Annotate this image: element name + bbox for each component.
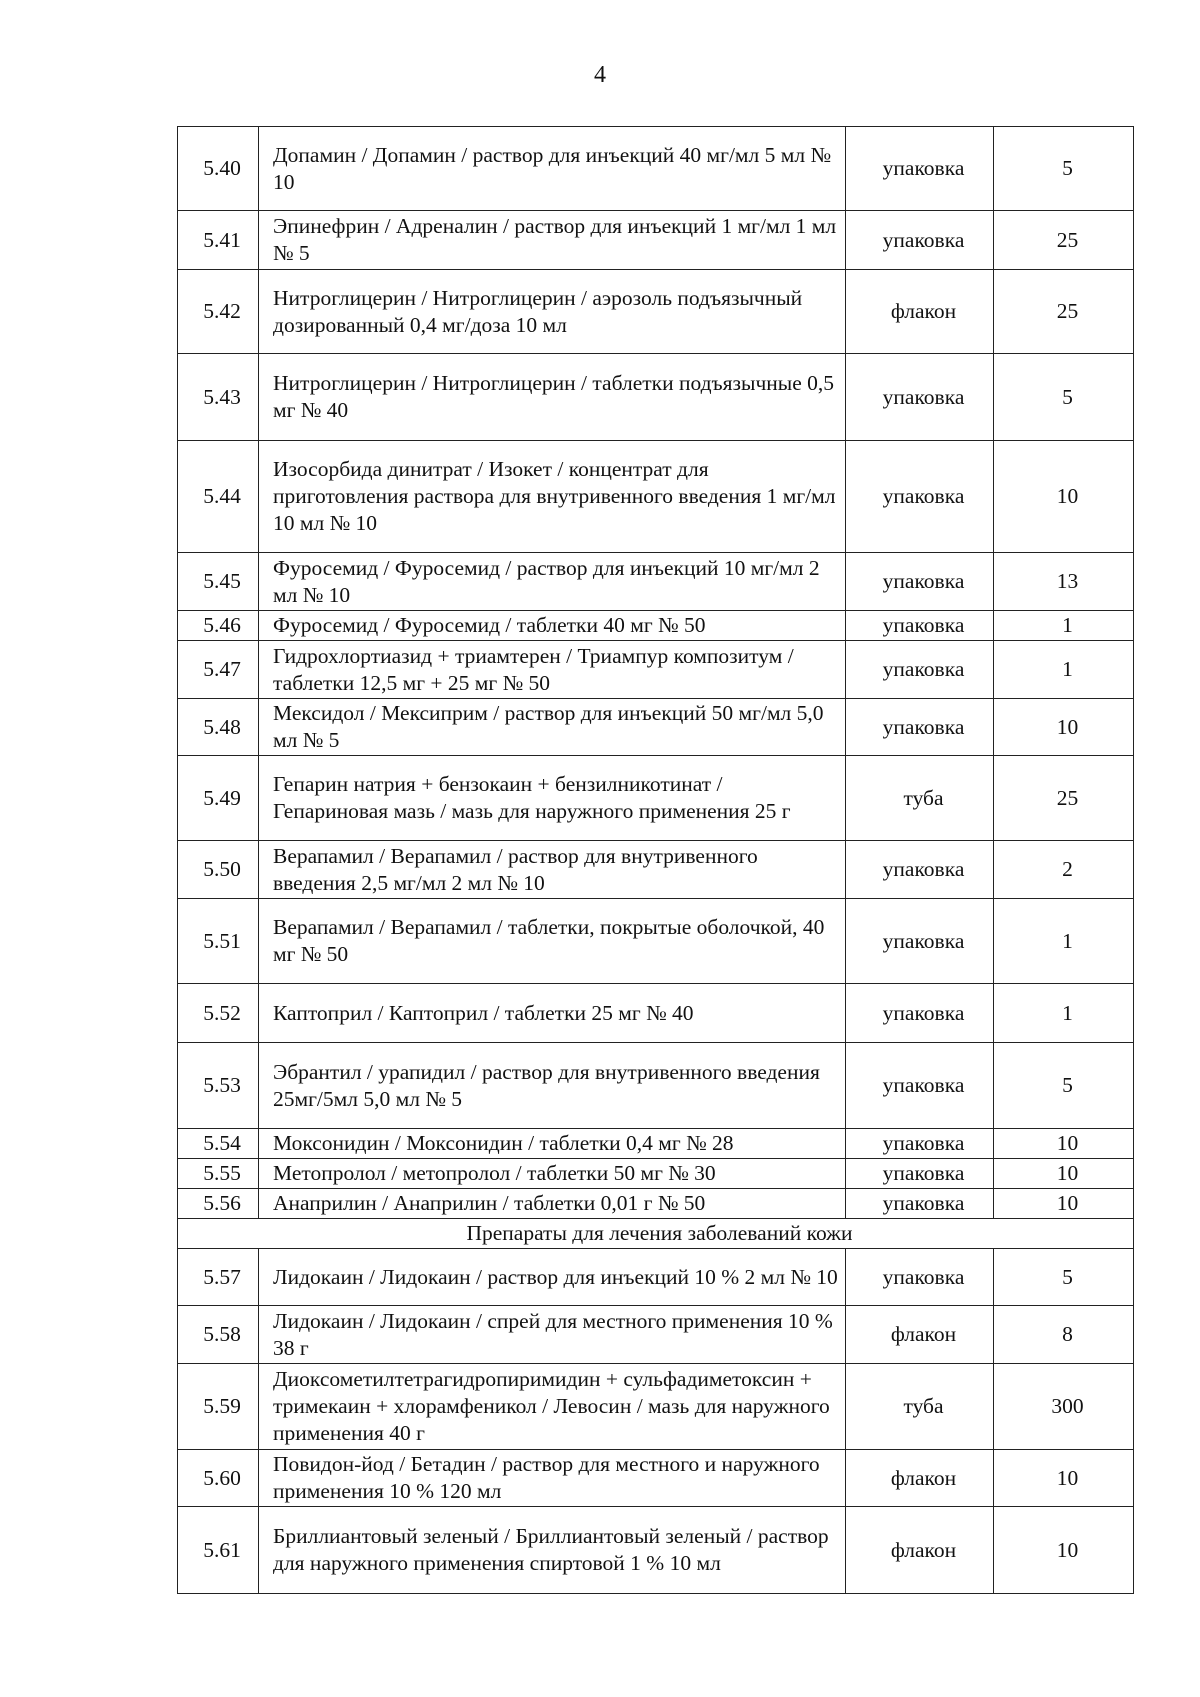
- item-number: 5.47: [178, 641, 259, 699]
- item-name: Эпинефрин / Адреналин / раствор для инъекций 1 мг/мл 1 мл № 5: [259, 211, 846, 270]
- item-number: 5.59: [178, 1364, 259, 1450]
- table-row: [178, 611, 1134, 641]
- item-unit: упаковка: [846, 984, 994, 1043]
- item-quantity: 5: [994, 127, 1134, 211]
- table-row: [178, 127, 1134, 211]
- item-number: 5.40: [178, 127, 259, 211]
- item-unit: упаковка: [846, 611, 994, 641]
- item-quantity: 1: [994, 611, 1134, 641]
- item-unit: упаковка: [846, 1129, 994, 1159]
- item-quantity: 300: [994, 1364, 1134, 1450]
- item-name: Лидокаин / Лидокаин / раствор для инъекций 10 % 2 мл № 10: [259, 1249, 846, 1306]
- item-number: 5.56: [178, 1189, 259, 1219]
- item-number: 5.46: [178, 611, 259, 641]
- item-number: 5.42: [178, 270, 259, 354]
- table-row: [178, 211, 1134, 270]
- item-quantity: 10: [994, 441, 1134, 553]
- item-unit: флакон: [846, 1450, 994, 1507]
- table-row: [178, 270, 1134, 354]
- item-unit: упаковка: [846, 1189, 994, 1219]
- item-number: 5.44: [178, 441, 259, 553]
- medication-table: [177, 126, 1134, 1594]
- item-unit: упаковка: [846, 1043, 994, 1129]
- item-quantity: 25: [994, 756, 1134, 841]
- item-number: 5.58: [178, 1306, 259, 1364]
- item-quantity: 10: [994, 1189, 1134, 1219]
- table-row: [178, 1249, 1134, 1306]
- table-row: [178, 1189, 1134, 1219]
- item-name: Анаприлин / Анаприлин / таблетки 0,01 г № 50: [259, 1189, 846, 1219]
- item-unit: упаковка: [846, 1249, 994, 1306]
- item-quantity: 8: [994, 1306, 1134, 1364]
- table-row: [178, 641, 1134, 699]
- item-number: 5.45: [178, 553, 259, 611]
- item-number: 5.53: [178, 1043, 259, 1129]
- table-row: [178, 756, 1134, 841]
- item-unit: упаковка: [846, 841, 994, 899]
- item-unit: туба: [846, 1364, 994, 1450]
- item-unit: упаковка: [846, 127, 994, 211]
- item-unit: упаковка: [846, 699, 994, 756]
- item-number: 5.48: [178, 699, 259, 756]
- item-unit: флакон: [846, 1507, 994, 1594]
- item-unit: упаковка: [846, 211, 994, 270]
- item-name: Каптоприл / Каптоприл / таблетки 25 мг № 40: [259, 984, 846, 1043]
- section-heading: Препараты для лечения заболеваний кожи: [178, 1219, 1134, 1249]
- item-unit: флакон: [846, 1306, 994, 1364]
- item-number: 5.61: [178, 1507, 259, 1594]
- item-name: Моксонидин / Моксонидин / таблетки 0,4 мг № 28: [259, 1129, 846, 1159]
- item-name: Нитроглицерин / Нитроглицерин / аэрозоль подъязычный дозированный 0,4 мг/доза 10 мл: [259, 270, 846, 354]
- item-quantity: 10: [994, 1129, 1134, 1159]
- item-name: Изосорбида динитрат / Изокет / концентрат для приготовления раствора для внутривенного введения 1 мг/мл 10 мл № 10: [259, 441, 846, 553]
- item-name: Лидокаин / Лидокаин / спрей для местного применения 10 % 38 г: [259, 1306, 846, 1364]
- item-name: Повидон-йод / Бетадин / раствор для местного и наружного применения 10 % 120 мл: [259, 1450, 846, 1507]
- item-name: Гидрохлортиазид + триамтерен / Триампур композитум / таблетки 12,5 мг + 25 мг № 50: [259, 641, 846, 699]
- table-row: [178, 1450, 1134, 1507]
- section-row: [178, 1219, 1134, 1249]
- table-row: [178, 841, 1134, 899]
- item-number: 5.52: [178, 984, 259, 1043]
- item-name: Диоксометилтетрагидропиримидин + сульфадиметоксин + тримекаин + хлорамфеникол / Левосин / мазь для наружного применения 40 г: [259, 1364, 846, 1450]
- item-name: Нитроглицерин / Нитроглицерин / таблетки подъязычные 0,5 мг № 40: [259, 354, 846, 441]
- item-quantity: 10: [994, 1450, 1134, 1507]
- table-row: [178, 441, 1134, 553]
- table-row: [178, 1507, 1134, 1594]
- item-quantity: 10: [994, 1507, 1134, 1594]
- item-number: 5.41: [178, 211, 259, 270]
- item-quantity: 10: [994, 699, 1134, 756]
- item-quantity: 2: [994, 841, 1134, 899]
- item-quantity: 25: [994, 211, 1134, 270]
- item-name: Гепарин натрия + бензокаин + бензилникотинат / Гепариновая мазь / мазь для наружного применения 25 г: [259, 756, 846, 841]
- table-row: [178, 354, 1134, 441]
- item-name: Верапамил / Верапамил / раствор для внутривенного введения 2,5 мг/мл 2 мл № 10: [259, 841, 846, 899]
- item-number: 5.49: [178, 756, 259, 841]
- item-quantity: 13: [994, 553, 1134, 611]
- item-quantity: 10: [994, 1159, 1134, 1189]
- item-number: 5.54: [178, 1129, 259, 1159]
- item-quantity: 5: [994, 354, 1134, 441]
- table-row: [178, 899, 1134, 984]
- item-quantity: 1: [994, 641, 1134, 699]
- item-quantity: 1: [994, 899, 1134, 984]
- item-unit: упаковка: [846, 553, 994, 611]
- item-quantity: 5: [994, 1043, 1134, 1129]
- item-number: 5.43: [178, 354, 259, 441]
- item-unit: упаковка: [846, 641, 994, 699]
- item-number: 5.57: [178, 1249, 259, 1306]
- item-quantity: 1: [994, 984, 1134, 1043]
- table-row: [178, 984, 1134, 1043]
- table-row: [178, 553, 1134, 611]
- item-number: 5.55: [178, 1159, 259, 1189]
- table-row: [178, 1129, 1134, 1159]
- item-number: 5.51: [178, 899, 259, 984]
- item-unit: упаковка: [846, 899, 994, 984]
- item-name: Верапамил / Верапамил / таблетки, покрытые оболочкой, 40 мг № 50: [259, 899, 846, 984]
- table-row: [178, 1306, 1134, 1364]
- item-unit: упаковка: [846, 441, 994, 553]
- table-row: [178, 1043, 1134, 1129]
- item-name: Эбрантил / урапидил / раствор для внутривенного введения 25мг/5мл 5,0 мл № 5: [259, 1043, 846, 1129]
- page-number: 4: [594, 62, 606, 88]
- item-number: 5.50: [178, 841, 259, 899]
- table-row: [178, 1364, 1134, 1450]
- item-unit: упаковка: [846, 354, 994, 441]
- item-quantity: 25: [994, 270, 1134, 354]
- item-unit: упаковка: [846, 1159, 994, 1189]
- item-name: Фуросемид / Фуросемид / таблетки 40 мг № 50: [259, 611, 846, 641]
- item-quantity: 5: [994, 1249, 1134, 1306]
- item-name: Мексидол / Мексиприм / раствор для инъекций 50 мг/мл 5,0 мл № 5: [259, 699, 846, 756]
- item-name: Бриллиантовый зеленый / Бриллиантовый зеленый / раствор для наружного применения спиртовой 1 % 10 мл: [259, 1507, 846, 1594]
- item-number: 5.60: [178, 1450, 259, 1507]
- item-unit: флакон: [846, 270, 994, 354]
- item-name: Фуросемид / Фуросемид / раствор для инъекций 10 мг/мл 2 мл № 10: [259, 553, 846, 611]
- item-unit: туба: [846, 756, 994, 841]
- item-name: Метопролол / метопролол / таблетки 50 мг № 30: [259, 1159, 846, 1189]
- table-row: [178, 1159, 1134, 1189]
- table-row: [178, 699, 1134, 756]
- item-name: Допамин / Допамин / раствор для инъекций 40 мг/мл 5 мл № 10: [259, 127, 846, 211]
